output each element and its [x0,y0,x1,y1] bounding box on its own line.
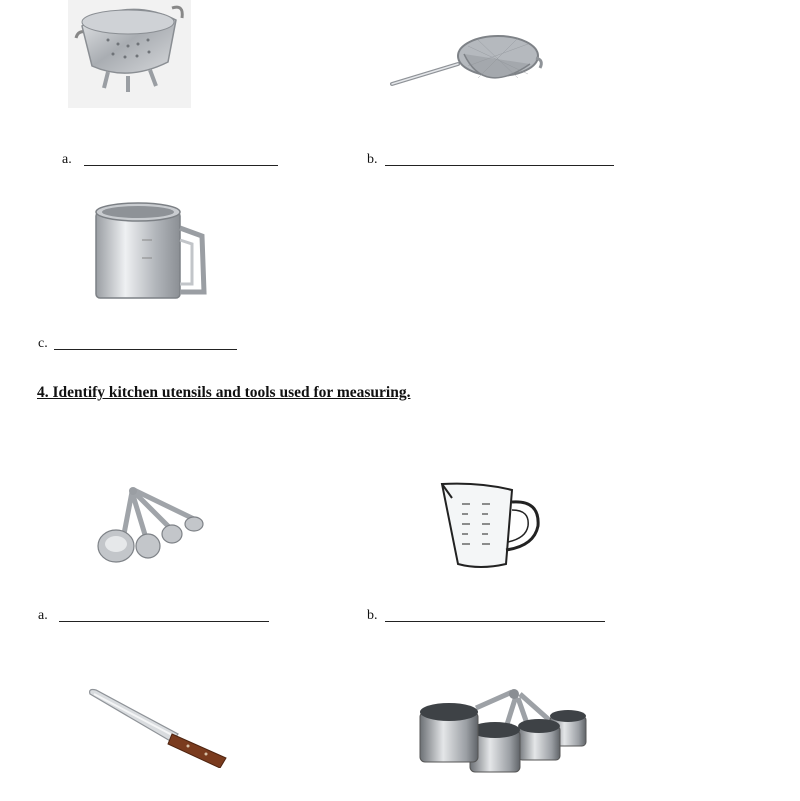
strainer-image [388,26,548,92]
measuring-cups-image [416,686,592,780]
item-c-letter: c. [38,336,48,351]
measuring-item-a-answer-blank[interactable] [59,621,269,622]
section-4-heading: 4. Identify kitchen utensils and tools used for measuring. [37,384,411,401]
measuring-spoons-icon [96,484,208,568]
measuring-item-b-letter: b. [367,608,378,623]
measuring-item-a-letter: a. [38,608,48,623]
flour-sifter-image [92,200,210,302]
measuring-spoons-image [96,484,208,568]
measuring-item-b-answer-blank[interactable] [385,621,605,622]
item-b-answer-blank[interactable] [385,165,614,166]
spatula-image [86,686,228,768]
strainer-icon [388,26,548,92]
item-a-letter: a. [62,152,72,167]
item-a-answer-blank[interactable] [84,165,278,166]
colander-icon [68,0,191,108]
measuring-cup-image [440,480,544,570]
flour-sifter-icon [92,200,210,302]
measuring-cup-icon [440,480,544,570]
colander-image [68,0,191,108]
measuring-cups-icon [416,686,592,780]
spatula-icon [86,686,228,768]
item-c-answer-blank[interactable] [54,349,237,350]
item-b-letter: b. [367,152,378,167]
